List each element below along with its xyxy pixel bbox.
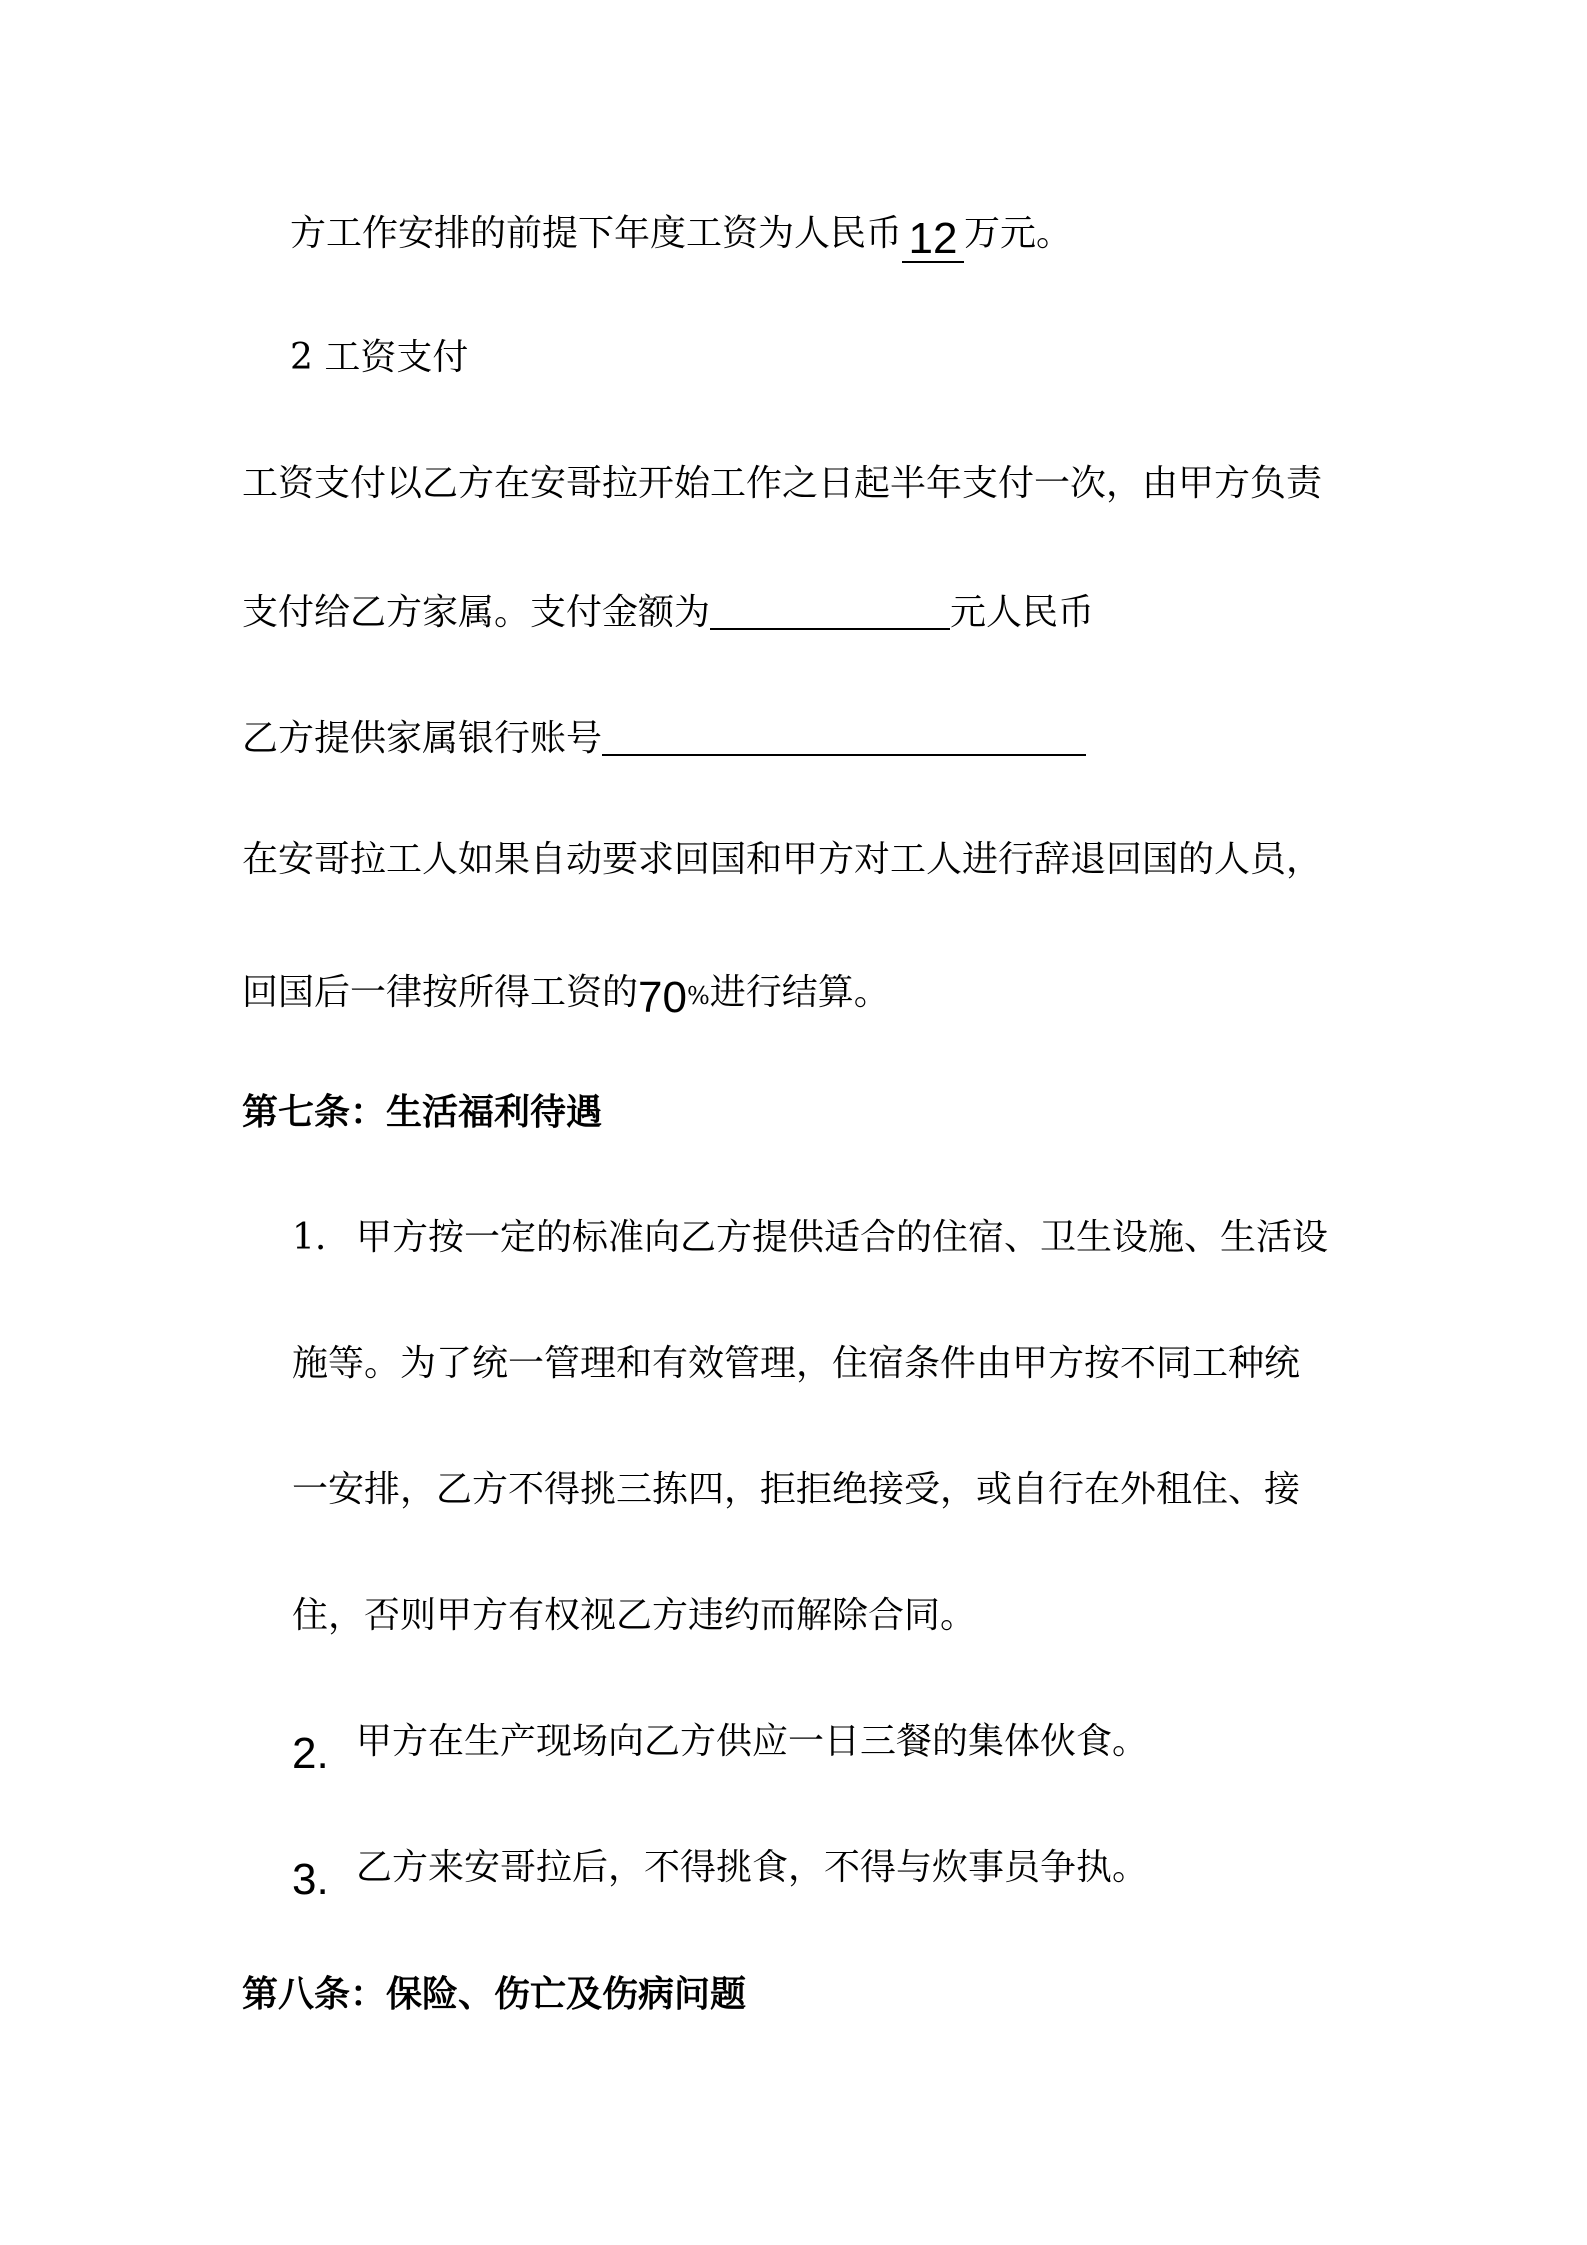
article-7-item-3-text: 乙方来安哥拉后，不得挑食，不得与炊事员争执。 — [356, 1847, 1149, 1888]
article-7-item-1-marker: 1. — [292, 1217, 327, 1258]
return-percent-number: 70 — [638, 973, 687, 1022]
article-7-item-1-line-4: 住，否则甲方有权视乙方违约而解除合同。 — [292, 1595, 977, 1636]
article-7-item-1-line-1: 甲方按一定的标准向乙方提供适合的住宿、卫生设施、生活设 — [356, 1217, 1329, 1258]
return-percent-sign: % — [686, 982, 710, 1010]
article-8-heading: 第八条：保险、伤亡及伤病问题 — [242, 1973, 747, 2015]
article-7-item-2-marker: 2. — [292, 1729, 329, 1778]
payment-heading: 2 工资支付 — [290, 337, 469, 378]
article-7-item-2-text: 甲方在生产现场向乙方供应一日三餐的集体伙食。 — [356, 1721, 1149, 1762]
payment-currency: 元人民币 — [950, 592, 1095, 633]
bank-account-blank[interactable] — [602, 716, 1086, 756]
payment-amount-label: 支付给乙方家属。支付金额为 — [242, 592, 711, 633]
article-7-heading: 第七条：生活福利待遇 — [242, 1091, 603, 1133]
return-text-after: 进行结算。 — [709, 972, 890, 1013]
return-line-1: 在安哥拉工人如果自动要求回国和甲方对工人进行辞退回国的人员， — [242, 839, 1323, 880]
bank-account-label: 乙方提供家属银行账号 — [242, 718, 603, 759]
return-text-before: 回国后一律按所得工资的 — [242, 972, 639, 1013]
salary-unit: 万元。 — [964, 213, 1073, 254]
bank-account-line — [242, 716, 1086, 757]
salary-text: 方工作安排的前提下年度工资为人民币 — [290, 213, 903, 254]
payment-amount-blank[interactable] — [710, 590, 950, 630]
article-7-item-1-line-3: 一安排，乙方不得挑三拣四，拒拒绝接受，或自行在外租住、接 — [292, 1469, 1301, 1510]
return-line-2 — [242, 968, 890, 1022]
salary-line — [290, 213, 1073, 263]
payment-line-1: 工资支付以乙方在安哥拉开始工作之日起半年支付一次，由甲方负责 — [242, 463, 1323, 504]
payment-line-2 — [242, 590, 1094, 631]
article-7-item-1-line-2: 施等。为了统一管理和有效管理，住宿条件由甲方按不同工种统 — [292, 1343, 1301, 1384]
article-7-item-3-marker: 3. — [292, 1855, 329, 1904]
salary-amount: 12 — [902, 217, 964, 263]
